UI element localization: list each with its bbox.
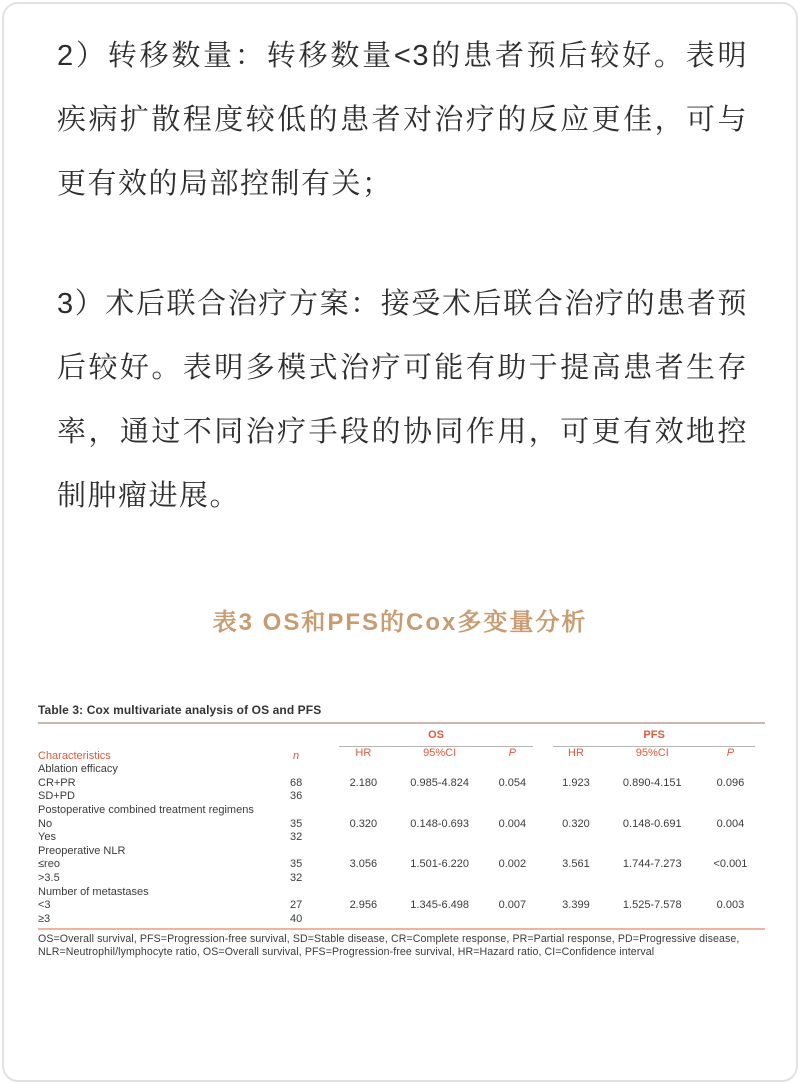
cox-table-block xyxy=(38,703,765,959)
row-label: Yes xyxy=(38,831,56,844)
row-group-label: Preoperative NLR xyxy=(38,844,126,857)
cell-pfs-ci: 1.744-7.273 xyxy=(622,858,682,871)
row-group-label: Postoperative combined treatment regimens xyxy=(38,803,254,816)
cell-os-hr: 2.956 xyxy=(349,899,378,912)
cell-pfs-ci: 0.890-4.151 xyxy=(622,776,682,789)
cell-n: 32 xyxy=(289,831,303,844)
cell-n: 27 xyxy=(289,899,303,912)
row-label: SD+PD xyxy=(38,790,75,803)
table-row xyxy=(38,831,765,845)
table-row xyxy=(38,899,765,913)
row-label: <3 xyxy=(38,899,51,912)
cell-n: 68 xyxy=(289,776,303,789)
table-row-group xyxy=(38,886,765,900)
table-caption: Table 3: Cox multivariate analysis of OS and PFS xyxy=(38,703,322,717)
cell-pfs-ci: 1.525-7.578 xyxy=(622,899,682,912)
row-label: ≤reo xyxy=(38,858,60,871)
cell-os-p: 0.002 xyxy=(498,858,527,871)
cell-n: 40 xyxy=(263,913,328,930)
cell-os-ci: 1.501-6.220 xyxy=(410,858,470,871)
cell-pfs-p: 0.004 xyxy=(716,817,745,830)
col-group-pfs xyxy=(543,723,765,747)
col-header-os-ci: 95%CI xyxy=(423,746,457,759)
table-row xyxy=(38,872,765,886)
table-row xyxy=(38,790,765,804)
row-label: >3.5 xyxy=(38,871,60,884)
table-row xyxy=(38,777,765,791)
cell-os-hr: 0.320 xyxy=(349,817,378,830)
row-label: ≥3 xyxy=(38,913,263,930)
table-row xyxy=(38,913,765,930)
cell-os-p: 0.054 xyxy=(498,776,527,789)
cell-n: 32 xyxy=(289,871,303,884)
row-label: No xyxy=(38,817,53,830)
section-title: 表3 OS和PFS的Cox多变量分析 xyxy=(212,609,588,636)
col-group-os-label: OS xyxy=(339,729,533,747)
row-label: CR+PR xyxy=(38,776,76,789)
table-row xyxy=(38,818,765,832)
col-header-n: n xyxy=(263,723,328,763)
cell-os-hr: 2.180 xyxy=(349,776,378,789)
col-header-pfs-ci: 95%CI xyxy=(635,746,669,759)
table-footnote xyxy=(38,933,765,959)
col-header-os-p: P xyxy=(508,746,517,759)
col-header-pfs-p: P xyxy=(726,746,735,759)
table-row-group xyxy=(38,845,765,859)
cell-n: 36 xyxy=(289,790,303,803)
col-group-os xyxy=(329,723,543,747)
cell-os-ci: 1.345-6.498 xyxy=(410,899,470,912)
cell-os-ci: 0.985-4.824 xyxy=(410,776,470,789)
cell-pfs-p: <0.001 xyxy=(713,858,748,871)
footnote-line-2: NLR=Neutrophil/lymphocyte ratio, OS=Overall survival, PFS=Progression-free survival, HR=Hazard ratio, CI=Confidence interval xyxy=(38,946,655,959)
row-group-label: Ablation efficacy xyxy=(38,763,118,776)
cell-os-ci: 0.148-0.693 xyxy=(410,817,470,830)
cell-pfs-hr: 1.923 xyxy=(562,776,590,789)
cell-pfs-p: 0.096 xyxy=(716,776,745,789)
cell-n: 35 xyxy=(289,858,303,871)
cell-pfs-hr: 3.561 xyxy=(562,858,590,871)
table-row-group xyxy=(38,763,765,777)
cell-n: 35 xyxy=(289,817,303,830)
cell-pfs-ci: 0.148-0.691 xyxy=(622,817,682,830)
paragraph-metastasis-count: 2）转移数量：转移数量<3的患者预后较好。表明疾病扩散程度较低的患者对治疗的反应更佳，可与更有效的局部控制有关； xyxy=(57,40,748,200)
row-group-label: Number of metastases xyxy=(38,885,149,898)
footnote-line-1: OS=Overall survival, PFS=Progression-free survival, SD=Stable disease, CR=Complete response, PR=Partial response, PD=Progressive disease, xyxy=(38,933,740,946)
cox-multivariate-table xyxy=(38,722,765,930)
cell-pfs-p: 0.003 xyxy=(716,899,745,912)
col-header-pfs-hr: HR xyxy=(568,746,584,759)
cell-os-p: 0.004 xyxy=(498,817,527,830)
cell-pfs-hr: 0.320 xyxy=(562,817,590,830)
cell-os-p: 0.007 xyxy=(498,899,527,912)
col-group-pfs-label: PFS xyxy=(553,729,755,747)
table-row xyxy=(38,858,765,872)
col-header-characteristics: Characteristics xyxy=(38,723,263,763)
table-row-group xyxy=(38,804,765,818)
col-header-os-hr: HR xyxy=(355,746,372,759)
cell-os-hr: 3.056 xyxy=(349,858,378,871)
paragraph-postop-treatment: 3）术后联合治疗方案：接受术后联合治疗的患者预后较好。表明多模式治疗可能有助于提高患者生存率，通过不同治疗手段的协同作用，可更有效地控制肿瘤进展。 xyxy=(57,288,748,512)
cell-pfs-hr: 3.399 xyxy=(562,899,590,912)
